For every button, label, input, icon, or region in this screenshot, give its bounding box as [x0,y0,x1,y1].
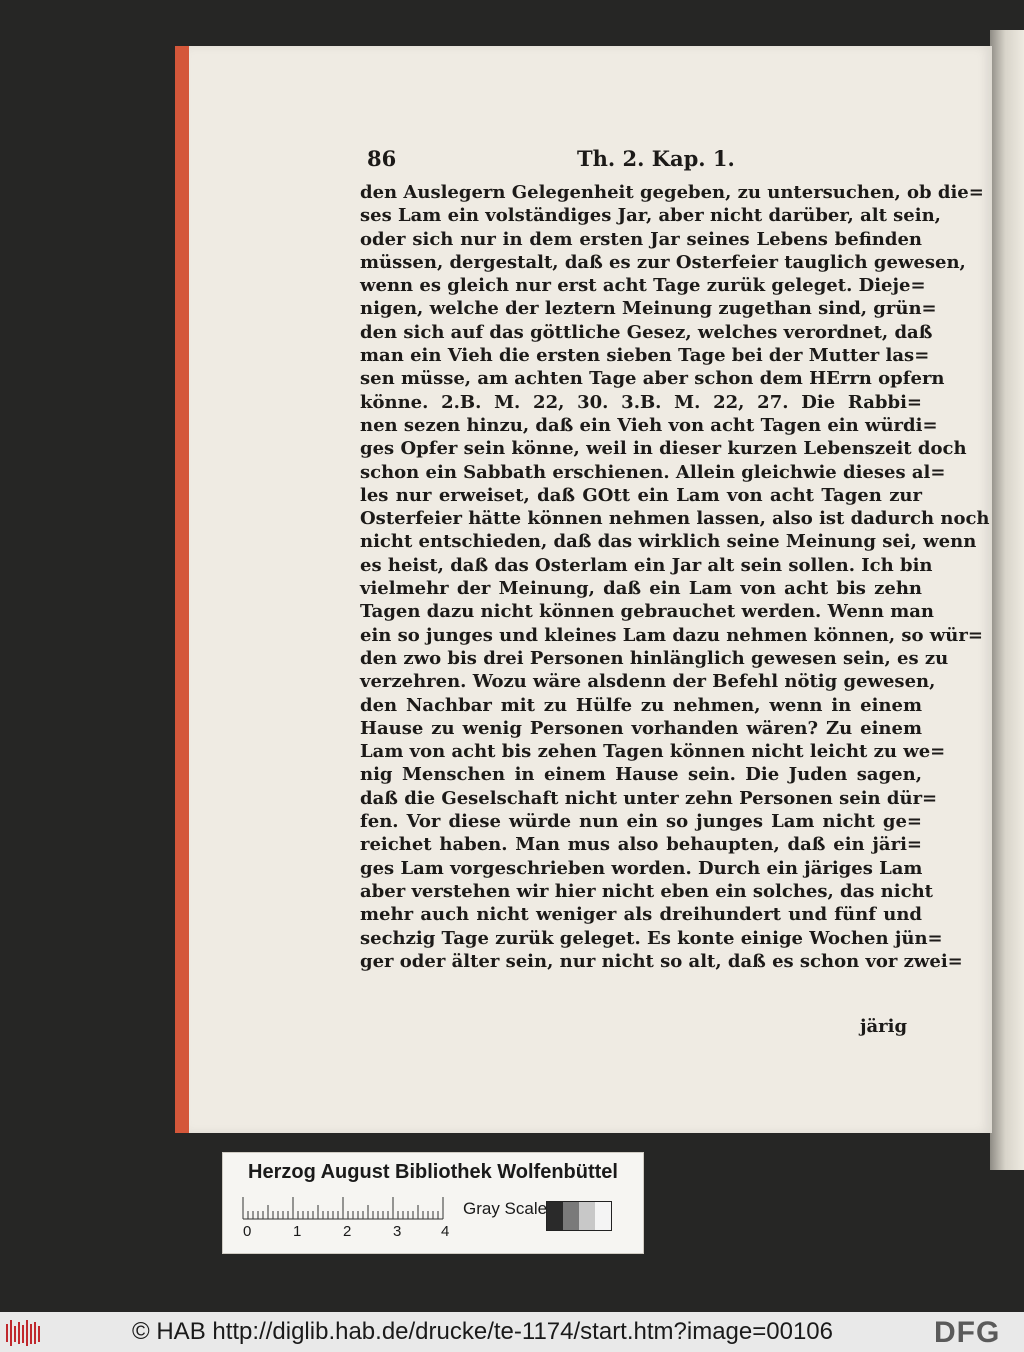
text-line: den zwo bis drei Personen hinlänglich gewesen sein, es zu [360,647,949,669]
ruler-number: 3 [393,1223,402,1240]
page-red-edge [175,46,189,1133]
text-line: man ein Vieh die ersten sieben Tage bei der Mutter las= [360,345,930,367]
source-url-credit[interactable]: © HAB http://diglib.hab.de/drucke/te-1174/start.htm?image=00106 [132,1318,833,1345]
library-name: Herzog August Bibliothek Wolfenbüttel [248,1161,618,1183]
gray-swatch [595,1202,611,1230]
text-line: Tagen dazu nicht können gebrauchet werden. Wenn man [360,601,935,623]
library-label [222,1152,644,1254]
text-line: schon ein Sabbath erschienen. Allein gleichwie dieses al= [360,461,946,483]
text-line: Lam von acht bis zehen Tagen können nicht leicht zu we= [360,741,946,763]
text-line: nen sezen hinzu, daß ein Vieh von acht Tagen ein würdi= [360,414,938,436]
text-line: sen müsse, am achten Tage aber schon dem HErrn opfern [360,368,945,390]
footer-bar [0,1312,1024,1352]
text-line: daß die Geselschaft nicht unter zehn Personen sein dür= [360,787,938,809]
text-line: ger oder älter sein, nur nicht so alt, daß es schon vor zwei= [360,950,963,972]
facing-page-edge [990,30,1024,1170]
text-line: oder sich nur in dem ersten Jar seines Lebens befinden [360,228,922,250]
text-line: nicht entschieden, daß das wirklich seine Meinung sei, wenn [360,531,977,553]
text-line: mehr auch nicht weniger als dreihundert und fünf und [360,904,922,926]
text-line: vielmehr der Meinung, daß ein Lam von acht bis zehn [360,578,922,600]
gray-scale-label: Gray Scale [463,1199,548,1218]
text-line: den Auslegern Gelegenheit gegeben, zu untersuchen, ob die= [360,182,984,203]
text-line: ges Lam vorgeschrieben worden. Durch ein järiges Lam [360,857,923,879]
text-line: den Nachbar mit zu Hülfe zu nehmen, wenn in einem [360,694,922,716]
text-line: Osterfeier hätte können nehmen lassen, also ist dadurch noch [360,508,990,530]
text-line: wenn es gleich nur erst acht Tage zurük geleget. Dieje= [360,275,926,297]
gray-scale-swatch [546,1201,612,1231]
text-line: sechzig Tage zurük geleget. Es konte einige Wochen jün= [360,927,943,949]
gray-swatch [547,1202,563,1230]
text-block [360,181,990,973]
text-line: les nur erweiset, daß GOtt ein Lam von acht Tagen zur [360,484,922,506]
page-number: 86 [367,146,397,171]
ruler-number: 4 [441,1223,450,1240]
catchword: järig [860,1016,908,1037]
text-line: den sich auf das göttliche Gesez, welches verordnet, daß [360,321,933,343]
text-line: fen. Vor diese würde nun ein so junges Lam nicht ge= [360,811,922,833]
text-line: ses Lam ein volständiges Jar, aber nicht darüber, alt sein, [360,205,941,227]
text-line: nig Menschen in einem Hause sein. Die Juden sagen, [360,764,922,786]
running-head: Th. 2. Kap. 1. [577,146,735,171]
ruler-number: 2 [343,1223,352,1240]
ruler-number: 0 [243,1223,252,1240]
text-line: nigen, welche der leztern Meinung zugethan sind, grün= [360,298,937,320]
text-line: es heist, daß das Osterlam ein Jar alt sein sollen. Ich bin [360,554,933,576]
gray-swatch [563,1202,579,1230]
text-line: reichet haben. Man mus also behaupten, daß ein järi= [360,834,922,856]
text-line: aber verstehen wir hier nicht eben ein solches, das nicht [360,880,933,902]
page-header [367,146,927,176]
text-line: ein so junges und kleines Lam dazu nehmen können, so wür= [360,624,983,646]
ruler-number: 1 [293,1223,302,1240]
text-line: könne. 2.B. M. 22, 30. 3.B. M. 22, 27. Die Rabbi= [360,391,922,413]
text-line: Hause zu wenig Personen vorhanden wären? Zu einem [360,717,922,739]
dfg-logo: DFG [934,1316,1001,1349]
text-line: ges Opfer sein könne, weil in dieser kurzen Lebenszeit doch [360,438,967,460]
gray-swatch [579,1202,595,1230]
text-line: verzehren. Wozu wäre alsdenn der Befehl nötig gewesen, [360,671,936,693]
text-line: müssen, dergestalt, daß es zur Osterfeier tauglich gewesen, [360,251,966,273]
hab-barcode-logo-icon [6,1320,40,1346]
